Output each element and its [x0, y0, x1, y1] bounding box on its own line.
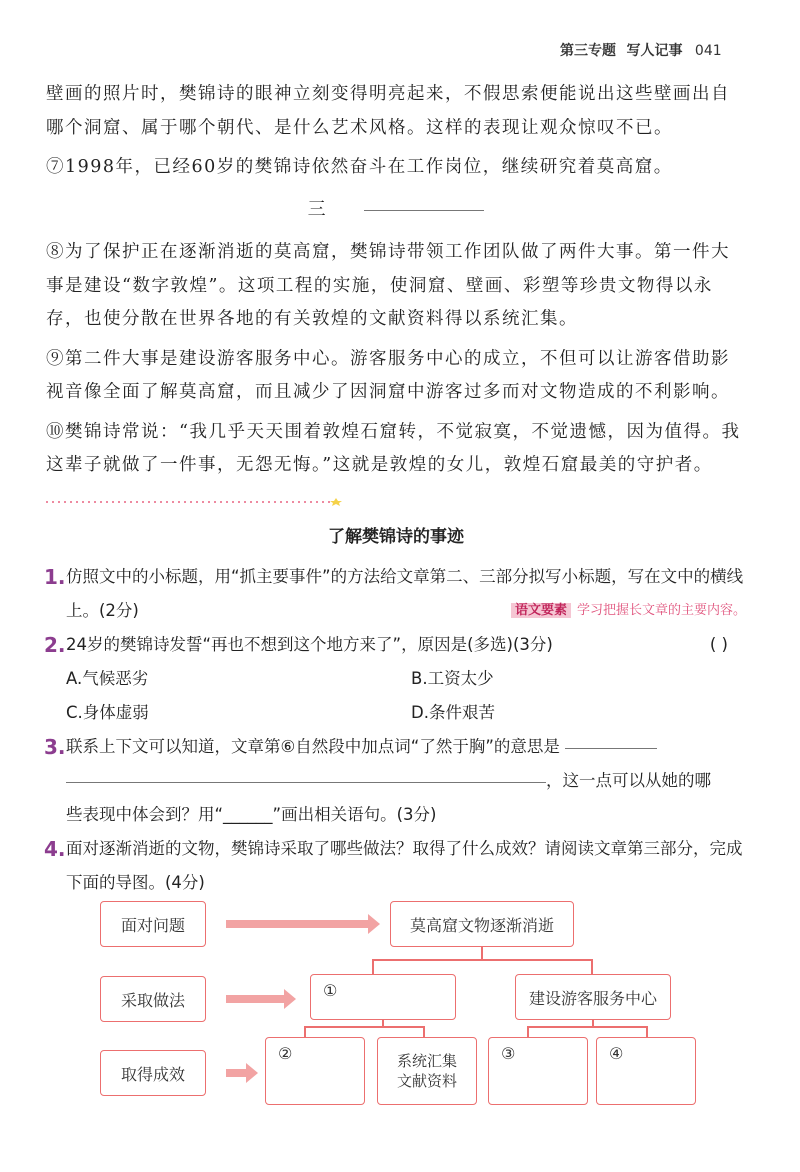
question-3-number: 3. — [44, 735, 66, 759]
answer-line-2[interactable] — [66, 781, 546, 783]
connector — [304, 1026, 424, 1028]
question-2-number: 2. — [44, 633, 66, 657]
option-c[interactable]: C.身体虚弱 — [66, 703, 149, 722]
question-4-text: 面对逐渐消逝的文物，樊锦诗采取了哪些做法？取得了什么成效？请阅读文章第三部分，完成下面的导图。(4分) — [66, 839, 743, 892]
arrow-action — [226, 995, 284, 1003]
page-header — [560, 40, 760, 60]
answer-line-1[interactable] — [565, 747, 657, 749]
paragraph-10: ⑩樊锦诗常说：“我几乎天天围着敦煌石窟转，不觉寂寞，不觉遗憾，因为值得。我这辈子就做了一件事，无怨无悔。”这就是敦煌的女儿，敦煌石窟最美的守护者。 — [46, 421, 741, 475]
option-d[interactable]: D.条件艰苦 — [411, 703, 495, 722]
row-label-problem: 面对问题 — [100, 901, 206, 947]
result-given-line-1: 系统汇集 — [396, 1052, 457, 1070]
questions-title: 了解樊锦诗的事迹 — [328, 527, 464, 547]
question-3-text-a: 联系上下文可以知道，文章第⑥自然段中加点词“了然于胸”的意思是 — [66, 737, 560, 756]
option-b[interactable]: B.工资太少 — [411, 669, 494, 688]
connector — [591, 959, 593, 975]
element-tag — [511, 594, 746, 628]
section-title: 写人记事 — [626, 43, 683, 59]
problem-node: 莫高窟文物逐渐消逝 — [390, 901, 574, 947]
answer-parentheses[interactable]: ( ) — [709, 635, 728, 654]
question-4-number: 4. — [44, 837, 66, 861]
result-given-line-2: 文献资料 — [396, 1072, 457, 1090]
section-3-title-blank[interactable] — [364, 209, 484, 211]
questions-section — [46, 520, 746, 900]
result-3-blank[interactable]: ③ — [488, 1037, 588, 1105]
question-2-options — [46, 662, 746, 730]
row-label-result: 取得成效 — [100, 1050, 206, 1096]
connector — [372, 959, 374, 975]
star-icon — [330, 498, 342, 506]
connector — [372, 959, 592, 961]
element-tag-text: 学习把握长文章的主要内容。 — [576, 603, 746, 618]
action-1-blank[interactable]: ① — [310, 974, 456, 1020]
paragraph-9: ⑨第二件大事是建设游客服务中心。游客服务中心的成立，不但可以让游客借助影视音像全面了解莫高窟，而且减少了因洞窟中游客过多而对文物造成的不利影响。 — [46, 348, 730, 402]
question-1-number: 1. — [44, 565, 66, 589]
result-2-blank[interactable]: ② — [265, 1037, 365, 1105]
question-2 — [46, 628, 746, 662]
passage — [46, 78, 746, 489]
action-2-node: 建设游客服务中心 — [515, 974, 671, 1020]
section-3-number: 三 — [307, 198, 328, 220]
result-4-blank[interactable]: ④ — [596, 1037, 696, 1105]
paragraph-continued: 壁画的照片时，樊锦诗的眼神立刻变得明亮起来，不假思索便能说出这些壁画出自哪个洞窟、属于哪个朝代、是什么艺术风格。这样的表现让观众惊叹不已。 — [46, 84, 730, 138]
question-3-text-c: 些表现中体会到？用“______”画出相关语句。(3分) — [66, 805, 437, 824]
row-label-action: 采取做法 — [100, 976, 206, 1022]
element-tag-label: 语文要素 — [511, 603, 571, 618]
question-1 — [46, 560, 746, 628]
section-label: 第三专题 — [560, 43, 616, 59]
dotted-divider — [46, 498, 346, 506]
connector — [527, 1026, 647, 1028]
paragraph-7: ⑦1998年，已经60岁的樊锦诗依然奋斗在工作岗位，继续研究着莫高窟。 — [46, 157, 673, 177]
question-4 — [46, 832, 746, 900]
arrow-result — [226, 1069, 246, 1077]
option-a[interactable]: A.气候恶劣 — [66, 669, 149, 688]
question-3 — [46, 730, 746, 832]
question-1-text: 仿照文中的小标题，用“抓主要事件”的方法给文章第二、三部分拟写小标题，写在文中的横线上。(2分) — [66, 567, 744, 620]
page-number: 041 — [694, 43, 722, 59]
arrow-problem — [226, 920, 368, 928]
question-3-text-b: ，这一点可以从她的哪 — [546, 771, 711, 790]
paragraph-8: ⑧为了保护正在逐渐消逝的莫高窟，樊锦诗带领工作团队做了两件大事。第一件大事是建设“数字敦煌”。这项工程的实施，使洞窟、壁画、彩塑等珍贵文物得以永存，也使分散在世界各地的有关敦煌的文献资料得以系统汇集。 — [46, 242, 730, 329]
question-2-text: 24岁的樊锦诗发誓“再也不想到这个地方来了”，原因是(多选)(3分) — [66, 635, 553, 654]
section-3-heading — [46, 193, 746, 227]
result-given-node — [377, 1037, 477, 1105]
